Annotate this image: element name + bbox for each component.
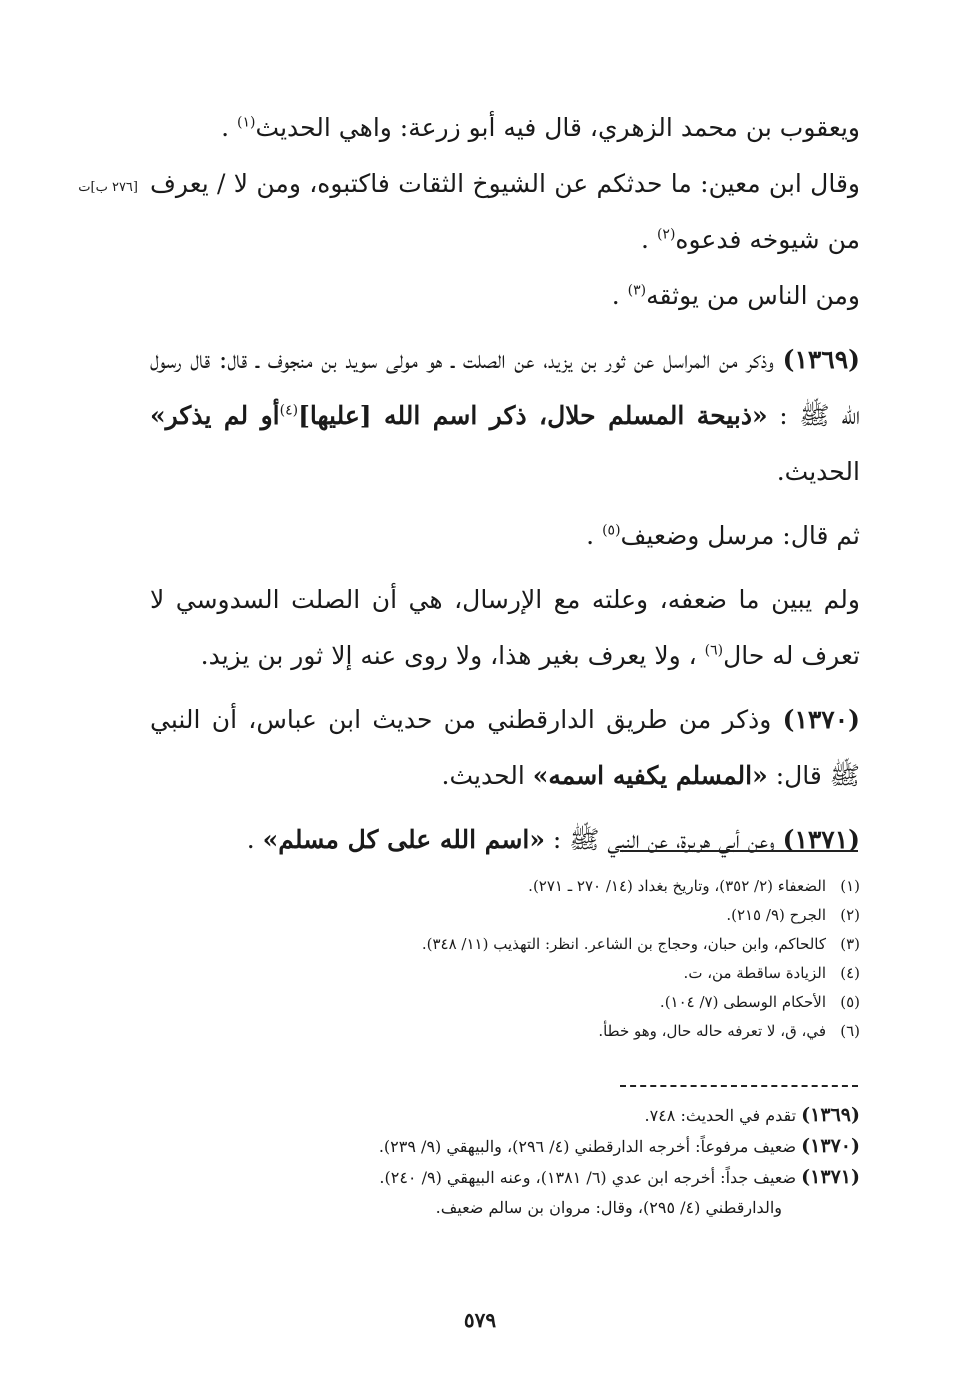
hadith-1371: (١٣٧١) وعن أبي هريرة، عن النبي ﷺ : «اسم الله على كل مسلم» . (246, 825, 860, 854)
footnote: (٤)الزيادة ساقطة من، ت. (683, 964, 860, 982)
takhrij-entry: (١٣٦٩) تقدم في الحديث: ٧٤٨. (644, 1104, 860, 1126)
footnote-ref: (٢) (656, 226, 676, 243)
margin-manuscript-note: [٢٧٦ ب]ت (78, 180, 138, 195)
takhrij-notes (180, 1100, 860, 1223)
page-number: ٥٧٩ (463, 1308, 497, 1332)
hadith-number: (١٣٦٩) (782, 345, 860, 374)
paragraph-illa: ولم يبين ما ضعفه، وعلته مع الإرسال، هي أن الصلت السدوسي لا تعرف له حال$^{(٦)}$ ، ولا يعرف بغير هذا، ولا روى عنه إلا ثور بن يزيد. (150, 585, 860, 670)
hadith-quote: «ذبيحة المسلم حلال، ذكر اسم الله [عليها] (298, 401, 768, 430)
hadith-number: (١٣٧٠) (782, 705, 860, 734)
paragraph-mursal: ثم قال: مرسل وضعيف$^{(٥)}$ . (586, 521, 860, 550)
hadith-quote: «اسم الله على كل مسلم» (262, 825, 545, 854)
main-text (150, 100, 860, 876)
hadith-quote-end: أو لم يذكر» (150, 401, 280, 430)
takhrij-continuation: والدارقطني (٤/ ٢٩٥)، وقال: مروان بن سالم ضعيف. (435, 1198, 782, 1217)
takhrij-entry: (١٣٧٠) ضعيف مرفوعاً: أخرجه الدارقطني (٤/ ٢٩٦)، والبيهقي (٩/ ٢٣٩). (378, 1135, 860, 1157)
footnote: (١)الضعفاء (٢/ ٣٥٢)، وتاريخ بغداد (١٤/ ٢٧٠ ـ ٢٧١). (528, 877, 860, 895)
takhrij-divider (620, 1085, 858, 1087)
footnote: (٥)الأحكام الوسطى (٧/ ١٠٤). (659, 993, 860, 1011)
footnote-divider (620, 850, 858, 852)
hadith-1370: (١٣٧٠) وذكر من طريق الدارقطني من حديث ابن عباس، أن النبي ﷺ قال: «المسلم يكفيه اسمه» الحديث. (150, 705, 860, 790)
footnote-ref: (٣) (627, 282, 647, 299)
takhrij-entry: (١٣٧١) ضعيف جداً: أخرجه ابن عدي (٦/ ١٣٨١)، وعنه البيهقي (٩/ ٢٤٠). (379, 1166, 860, 1188)
hadith-number: (١٣٧١) (782, 825, 860, 854)
paragraph-yaqub: ويعقوب بن محمد الزهري، قال فيه أبو زرعة: واهي الحديث$^{(١)}$ . (221, 113, 860, 142)
footnotes (180, 872, 860, 1046)
footnote-ref: (٥) (602, 522, 621, 539)
footnote: (٣)كالحاكم، وابن حبان، وحجاج بن الشاعر. انظر: التهذيب (١١/ ٣٤٨). (421, 935, 860, 953)
footnote-ref: (٦) (704, 642, 724, 659)
hadith-quote: «المسلم يكفيه اسمه» (532, 761, 768, 790)
paragraph-yuwaththiquhu: ومن الناس من يوثقه$^{(٣)}$ . (611, 281, 860, 310)
footnote-ref: (٤) (279, 402, 299, 419)
footnote: (٢)الجرح (٩/ ٢١٥). (726, 906, 860, 924)
paragraph-ibn-maeen: وقال ابن معين: ما حدثكم عن الشيوخ الثقات فاكتبوه، ومن لا / يعرف من شيوخه فدعوه$^{(٢)}$ . (150, 169, 860, 254)
footnote-ref: (١) (237, 114, 256, 131)
footnote: (٦)في، ق، لا تعرفه حاله حال، وهو خطأ. (598, 1022, 860, 1040)
hadith-1369: (١٣٦٩) وذكر من المراسل عن ثور بن يزيد، عن الصلت ـ هو مولى سويد بن منجوف ـ قال: قال رسول الله ﷺ : «ذبيحة المسلم حلال، ذكر اسم الله [عليها]$^{(٤)}$أو لم يذكر» الحديث. (150, 345, 860, 486)
